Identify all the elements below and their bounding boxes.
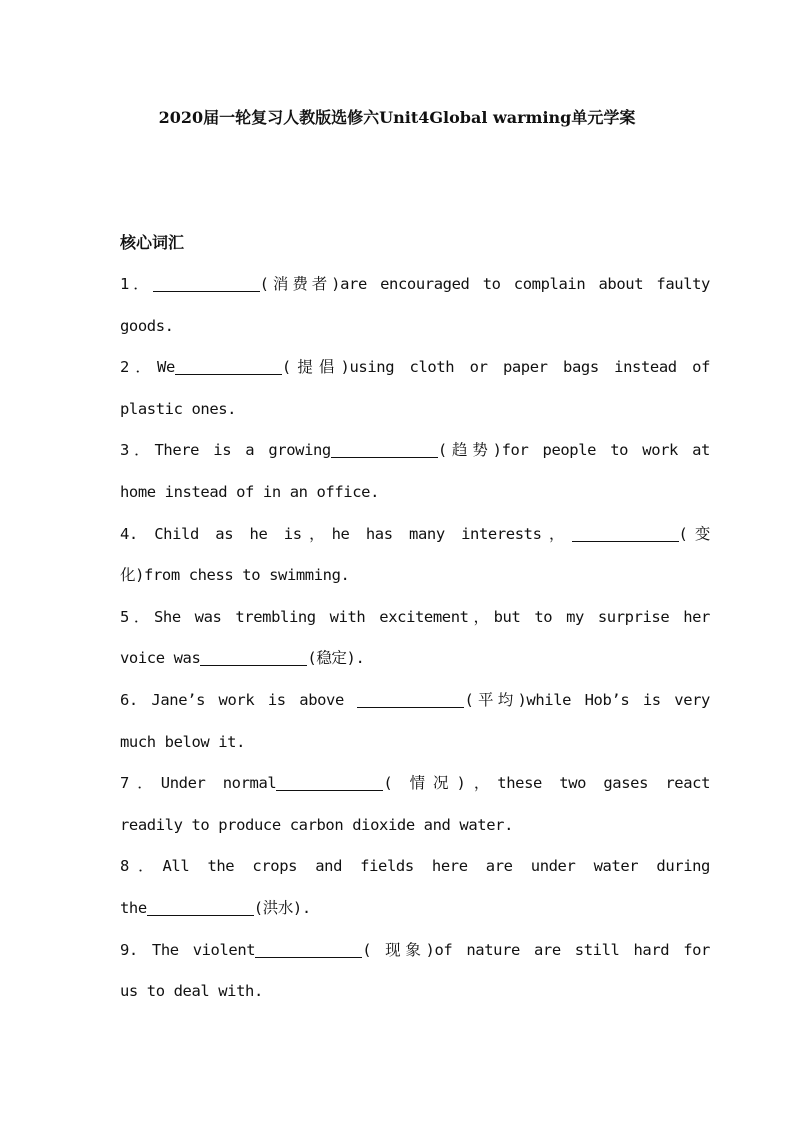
question-line	[120, 805, 710, 847]
section-heading: 核心词汇	[120, 233, 185, 252]
answer-blank[interactable]	[276, 772, 383, 791]
answer-blank[interactable]	[331, 439, 438, 458]
question-item	[120, 680, 710, 763]
question-text: 9. The violent	[120, 940, 256, 959]
question-line	[120, 722, 710, 764]
question-line	[120, 264, 710, 306]
question-line	[120, 763, 710, 805]
question-text: readily to produce carbon dioxide and water.	[120, 815, 513, 834]
question-item	[120, 264, 710, 347]
question-item	[120, 930, 710, 1013]
question-line	[120, 514, 710, 556]
question-line	[120, 597, 710, 639]
question-line	[120, 389, 710, 431]
question-text: much below it.	[120, 732, 246, 751]
question-line	[120, 888, 710, 930]
question-line	[120, 472, 710, 514]
question-text: 5．She was trembling with excitement，but to my surprise her	[120, 607, 710, 626]
question-list	[120, 264, 710, 1013]
question-text: voice was	[120, 649, 201, 668]
question-line	[120, 680, 710, 722]
question-item	[120, 347, 710, 430]
question-text: plastic ones.	[120, 399, 237, 418]
answer-blank[interactable]	[200, 647, 307, 666]
question-item	[120, 763, 710, 846]
question-text: 4. Child as he is，he has many interests，	[120, 524, 572, 543]
question-text: (平均)while Hob’s is very	[464, 690, 710, 709]
question-text: us to deal with.	[120, 982, 263, 1001]
question-text: goods.	[120, 316, 174, 335]
question-line	[120, 638, 710, 680]
answer-blank[interactable]	[357, 689, 464, 708]
answer-blank[interactable]	[147, 897, 254, 916]
question-line	[120, 930, 710, 972]
document-title: 2020届一轮复习人教版选修六Unit4Global warming单元学案	[158, 108, 636, 127]
question-item	[120, 430, 710, 513]
question-line	[120, 846, 710, 888]
question-text: ( 现象)of nature are still hard for	[362, 940, 710, 959]
question-line	[120, 971, 710, 1013]
question-item	[120, 514, 710, 597]
answer-blank[interactable]	[153, 273, 260, 292]
answer-blank[interactable]	[572, 523, 679, 542]
question-text: ( 情况)，these two gases react	[383, 774, 710, 793]
question-text: 化)from chess to swimming.	[120, 566, 350, 585]
question-line	[120, 430, 710, 472]
question-line	[120, 347, 710, 389]
question-text: 1．	[120, 275, 153, 293]
question-text: home instead of in an office.	[120, 482, 380, 501]
question-text: 8．All the crops and fields here are under water during	[120, 857, 710, 876]
question-text: 7．Under normal	[120, 774, 277, 793]
question-text: (稳定).	[307, 649, 365, 668]
question-text: (趋势)for people to work at	[437, 441, 710, 460]
question-item	[120, 597, 710, 680]
question-text: (变	[678, 524, 710, 543]
question-text: (提倡)using cloth or paper bags instead of	[281, 358, 711, 377]
question-text: 3．There is a growing	[120, 441, 331, 460]
question-line	[120, 306, 710, 348]
question-item	[120, 846, 710, 929]
question-text: 6. Jane’s work is above	[120, 690, 358, 709]
question-line	[120, 555, 710, 597]
answer-blank[interactable]	[255, 939, 362, 958]
question-text: 2．We	[120, 358, 175, 377]
question-text: (洪水).	[253, 898, 311, 917]
question-text: (消费者)are encouraged to complain about faulty	[259, 275, 710, 293]
answer-blank[interactable]	[175, 356, 282, 375]
question-text: the	[120, 898, 147, 917]
